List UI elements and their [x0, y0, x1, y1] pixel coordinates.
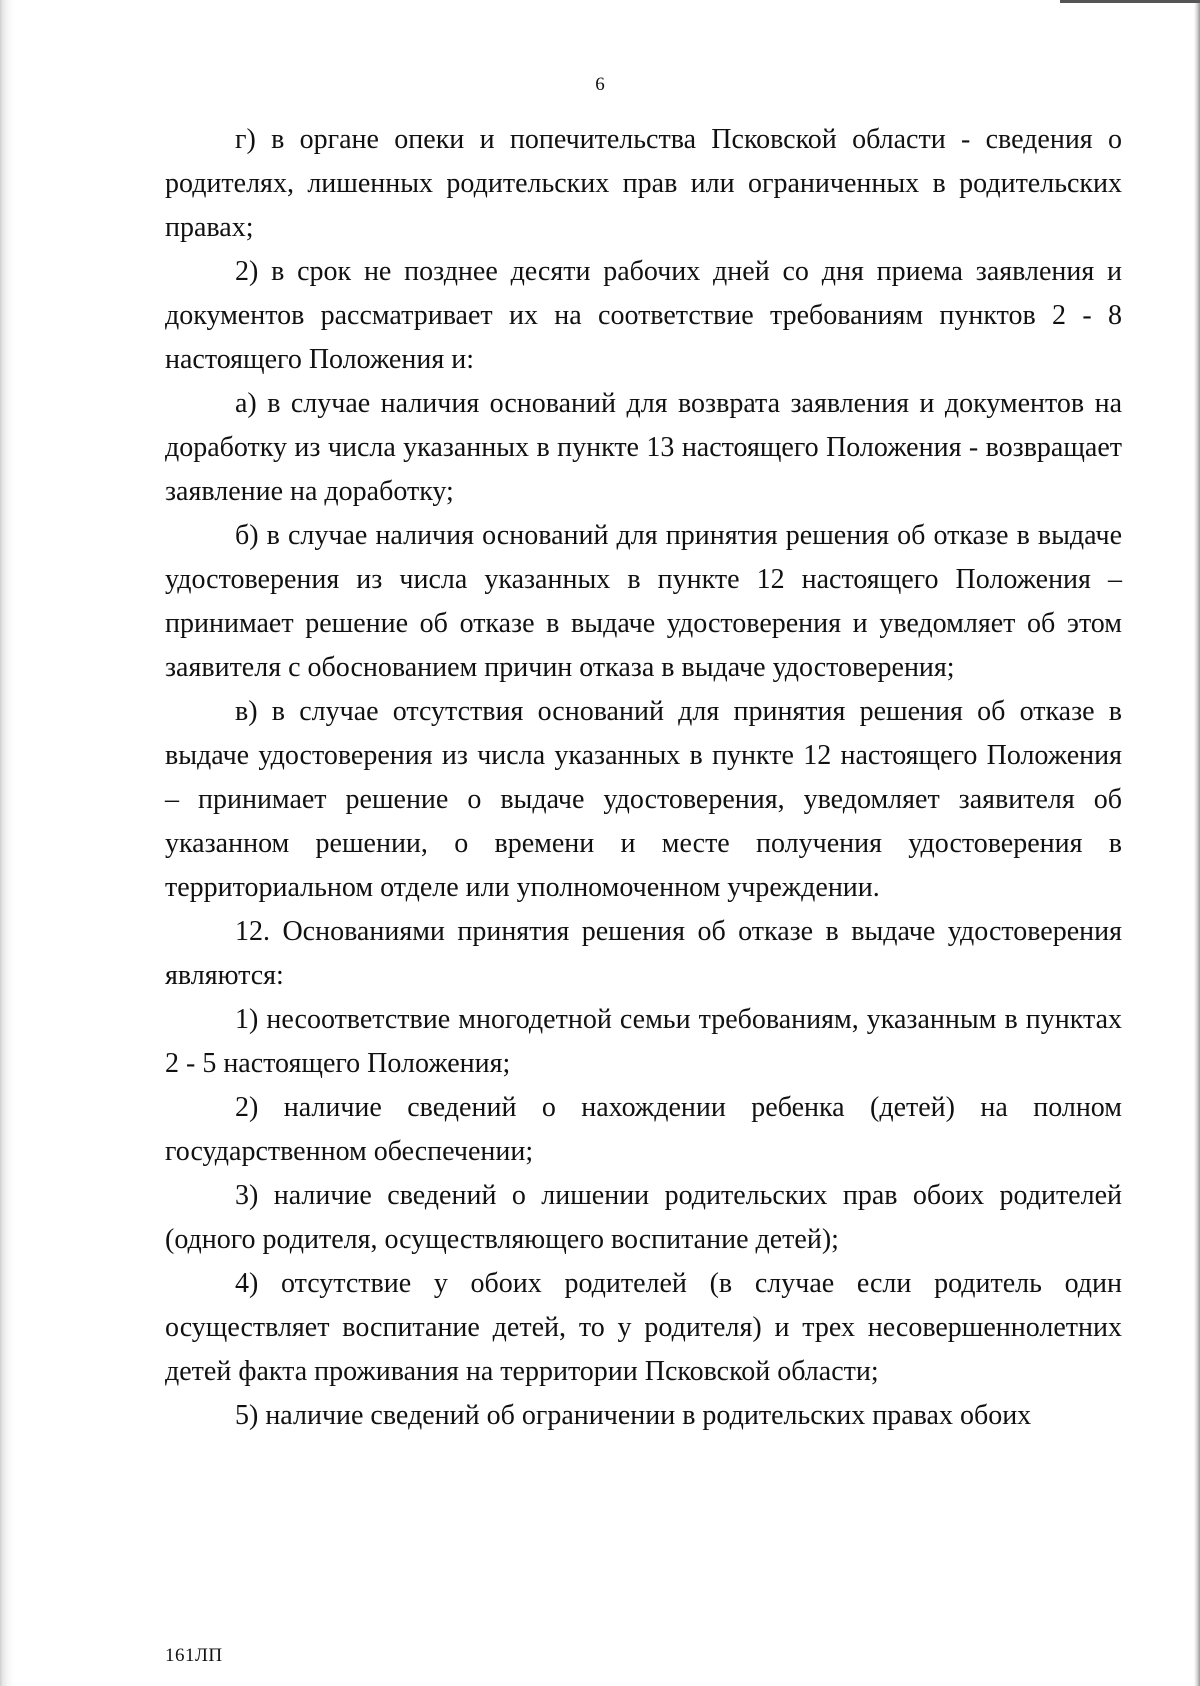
- scan-edge-right: [1194, 0, 1200, 1686]
- paragraph-ground-1: 1) несоответствие многодетной семьи требованиям, указанным в пунктах 2 - 5 настоящего Положения;: [165, 1004, 1122, 1079]
- paragraph-srok-rassmotreniya: 2) в срок не позднее десяти рабочих дней со дня приема заявления и документов рассматривает их на соответствие требованиям пунктов 2 - 8 настоящего Положения и:: [165, 256, 1122, 375]
- page-number: 6: [595, 74, 605, 95]
- scan-edge-left: [0, 0, 14, 1686]
- paragraph-clause-12-heading: 12. Основаниями принятия решения об отказе в выдаче удостоверения являются:: [165, 916, 1122, 991]
- paragraph-ground-2: 2) наличие сведений о нахождении ребенка (детей) на полном государственном обеспечении;: [165, 1092, 1122, 1167]
- paragraph-reshenie-o-vydache: в) в случае отсутствия оснований для принятия решения об отказе в выдаче удостоверения из числа указанных в пункте 12 настоящего Положения – принимает решение о выдаче удостоверения, уведомляет заявителя об указанном решении, о времени и месте получения удостоверения в территориальном отделе или уполномоченном учреждении.: [165, 696, 1122, 903]
- document-code: 161ЛП: [165, 1645, 223, 1666]
- paragraph-ground-3: 3) наличие сведений о лишении родительских прав обоих родителей (одного родителя, осуществляющего воспитание детей);: [165, 1180, 1122, 1255]
- paragraph-vozvrat-na-dorabotku: а) в случае наличия оснований для возврата заявления и документов на доработку из числа указанных в пункте 13 настоящего Положения - возвращает заявление на доработку;: [165, 388, 1122, 507]
- scan-edge-top: [1060, 0, 1200, 3]
- paragraph-otkaz-v-vydache: б) в случае наличия оснований для принятия решения об отказе в выдаче удостоверения из числа указанных в пункте 12 настоящего Положения – принимает решение об отказе в выдаче удостоверения и уведомляет об этом заявителя с обоснованием причин отказа в выдаче удостоверения;: [165, 520, 1122, 683]
- document-body: [165, 118, 1122, 1438]
- paragraph-opeka: г) в органе опеки и попечительства Псковской области - сведения о родителях, лишенных родительских прав или ограниченных в родительских правах;: [165, 124, 1122, 243]
- paragraph-ground-4: 4) отсутствие у обоих родителей (в случае если родитель один осуществляет воспитание детей, то у родителя) и трех несовершеннолетних детей факта проживания на территории Псковской области;: [165, 1268, 1122, 1387]
- paragraph-ground-5: 5) наличие сведений об ограничении в родительских правах обоих: [235, 1400, 1032, 1431]
